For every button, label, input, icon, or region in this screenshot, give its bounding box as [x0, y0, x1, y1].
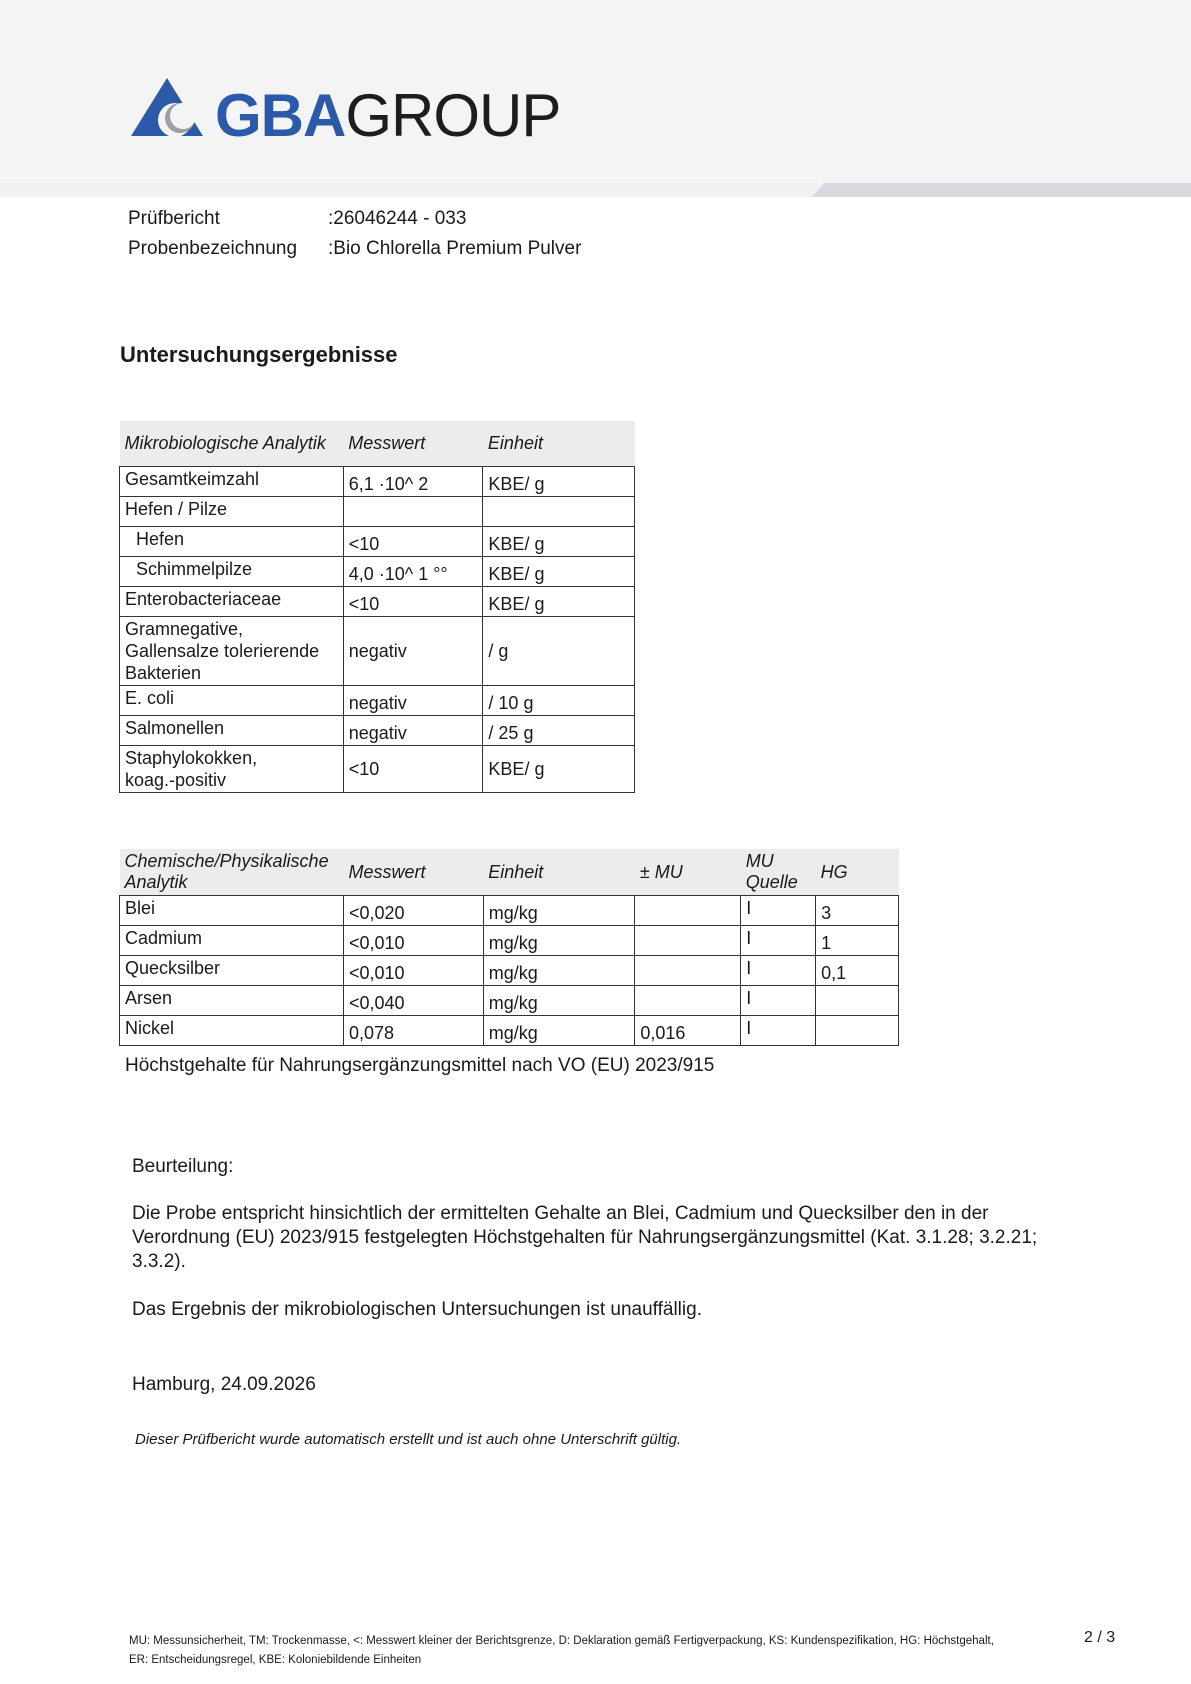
gba-logo-icon: [131, 78, 203, 138]
table-row: [120, 556, 635, 586]
chem-header-einheit: Einheit: [483, 849, 635, 896]
table-row: [120, 896, 899, 926]
micro-table: [119, 421, 635, 793]
micro-name: Enterobacteriaceae: [120, 586, 344, 616]
chem-name: Nickel: [120, 1016, 344, 1046]
assessment-paragraph: [132, 1202, 1092, 1274]
company-logo: [215, 80, 560, 152]
table-row: [120, 685, 635, 715]
chem-hg: 1: [816, 926, 899, 956]
chem-header-mu-quelle-line: Quelle: [745, 872, 798, 892]
chem-name: Arsen: [120, 986, 344, 1016]
chem-header-analytik-line: Chemische/Physikalische: [124, 851, 329, 871]
chem-header-mu-quelle: [741, 849, 816, 896]
limits-note: Höchstgehalte für Nahrungsergänzungsmittel nach VO (EU) 2023/915: [125, 1055, 715, 1076]
chem-value: <0,010: [343, 926, 483, 956]
chem-unit: mg/kg: [483, 1016, 635, 1046]
micro-name-line: Gallensalze tolerierende: [125, 640, 320, 661]
micro-value: negativ: [343, 685, 483, 715]
chem-unit: mg/kg: [483, 896, 635, 926]
micro-unit: / 10 g: [483, 685, 635, 715]
micro-value: [343, 496, 483, 526]
micro-value: negativ: [343, 715, 483, 745]
micro-name: Salmonellen: [120, 715, 344, 745]
chem-header-mu: ± MU: [635, 849, 741, 896]
table-row: [120, 986, 899, 1016]
chem-header-hg: HG: [816, 849, 899, 896]
logo-brand-light: GROUP: [345, 82, 561, 149]
chem-header-analytik: [120, 849, 344, 896]
micro-value: <10: [343, 586, 483, 616]
table-row: [120, 926, 899, 956]
micro-unit: KBE/ g: [483, 526, 635, 556]
micro-header-einheit: Einheit: [483, 421, 635, 466]
footer-legend-line: ER: Entscheidungsregel, KBE: Koloniebildende Einheiten: [129, 1654, 422, 1666]
table-row: [120, 526, 635, 556]
chem-hg: [816, 1016, 899, 1046]
chem-unit: mg/kg: [483, 926, 635, 956]
micro-unit: KBE/ g: [483, 556, 635, 586]
header-stripe-accent: [812, 183, 1191, 197]
assessment-line: Verordnung (EU) 2023/915 festgelegten Höchstgehalten für Nahrungsergänzungsmittel (Kat. 3.1.28; 3.2.21;: [132, 1227, 1038, 1248]
micro-unit: / 25 g: [483, 715, 635, 745]
sample-name-label: Probenbezeichnung: [128, 238, 298, 259]
micro-unit: [483, 496, 635, 526]
chem-mu: [635, 926, 741, 956]
chem-mu: [635, 986, 741, 1016]
chem-hg: 0,1: [816, 956, 899, 986]
chem-mu: [635, 956, 741, 986]
chem-name: Quecksilber: [120, 956, 344, 986]
sample-name-value: :Bio Chlorella Premium Pulver: [328, 238, 582, 259]
assessment-micro-result: Das Ergebnis der mikrobiologischen Untersuchungen ist unauffällig.: [132, 1299, 702, 1320]
micro-name: Hefen: [120, 526, 344, 556]
micro-unit: KBE/ g: [483, 745, 635, 792]
assessment-line: Die Probe entspricht hinsichtlich der ermittelten Gehalte an Blei, Cadmium und Quecksilber den in der: [132, 1203, 989, 1224]
chem-value: <0,020: [343, 896, 483, 926]
chem-header-mu-quelle-line: MU: [745, 851, 774, 871]
chem-unit: mg/kg: [483, 986, 635, 1016]
report-number-value: :26046244 - 033: [328, 208, 467, 229]
micro-value: 6,1 ·10^ 2: [343, 466, 483, 496]
table-row: [120, 466, 635, 496]
micro-name: [120, 745, 344, 792]
chem-hg: 3: [816, 896, 899, 926]
chem-mu-source: I: [741, 986, 816, 1016]
micro-value: <10: [343, 526, 483, 556]
chem-value: <0,040: [343, 986, 483, 1016]
chem-name: Blei: [120, 896, 344, 926]
table-row: [120, 715, 635, 745]
page-number: 2 / 3: [1084, 1629, 1116, 1646]
micro-name-line: koag.-positiv: [125, 769, 227, 790]
section-title: Untersuchungsergebnisse: [120, 342, 398, 367]
micro-header-row: [120, 421, 635, 466]
chem-mu-source: I: [741, 1016, 816, 1046]
table-row: [120, 616, 635, 685]
micro-value: <10: [343, 745, 483, 792]
table-row: [120, 956, 899, 986]
chem-value: <0,010: [343, 956, 483, 986]
micro-unit: / g: [483, 616, 635, 685]
micro-name: Hefen / Pilze: [120, 496, 344, 526]
micro-name: E. coli: [120, 685, 344, 715]
micro-name: Schimmelpilze: [120, 556, 344, 586]
place-date: Hamburg, 24.09.2026: [132, 1374, 316, 1395]
footer-legend: [129, 1632, 1009, 1670]
chem-table: [119, 849, 899, 1046]
micro-name: Gesamtkeimzahl: [120, 466, 344, 496]
table-row: [120, 586, 635, 616]
chem-header-row: [120, 849, 899, 896]
chem-unit: mg/kg: [483, 956, 635, 986]
micro-name-line: Staphylokokken,: [125, 747, 258, 768]
chem-hg: [816, 986, 899, 1016]
micro-name: [120, 616, 344, 685]
micro-header-messwert: Messwert: [343, 421, 483, 466]
chem-mu-source: I: [741, 896, 816, 926]
chem-value: 0,078: [343, 1016, 483, 1046]
chem-header-analytik-line: Analytik: [124, 872, 188, 892]
logo-brand-bold: GBA: [215, 82, 346, 149]
footer-legend-line: MU: Messunsicherheit, TM: Trockenmasse, <: Messwert kleiner der Berichtsgrenze, D: Deklaration gemäß Fertigverpackung, KS: Kundenspezifikation, HG: Höchstgehalt,: [129, 1635, 994, 1647]
micro-unit: KBE/ g: [483, 466, 635, 496]
chem-mu-source: I: [741, 956, 816, 986]
assessment-label: Beurteilung:: [132, 1156, 234, 1177]
micro-header-analytik: Mikrobiologische Analytik: [120, 421, 344, 466]
micro-value: 4,0 ·10^ 1 °°: [343, 556, 483, 586]
report-number-label: Prüfbericht: [128, 208, 220, 229]
micro-unit: KBE/ g: [483, 586, 635, 616]
chem-mu: [635, 896, 741, 926]
auto-generated-note: Dieser Prüfbericht wurde automatisch erstellt und ist auch ohne Unterschrift gültig.: [135, 1431, 682, 1448]
chem-name: Cadmium: [120, 926, 344, 956]
chem-header-messwert: Messwert: [343, 849, 483, 896]
chem-mu: 0,016: [635, 1016, 741, 1046]
chem-mu-source: I: [741, 926, 816, 956]
table-row: [120, 496, 635, 526]
table-row: [120, 745, 635, 792]
micro-name-line: Gramnegative,: [125, 618, 244, 639]
table-row: [120, 1016, 899, 1046]
micro-name-line: Bakterien: [125, 662, 202, 683]
micro-value: negativ: [343, 616, 483, 685]
assessment-line: 3.3.2).: [132, 1251, 186, 1272]
